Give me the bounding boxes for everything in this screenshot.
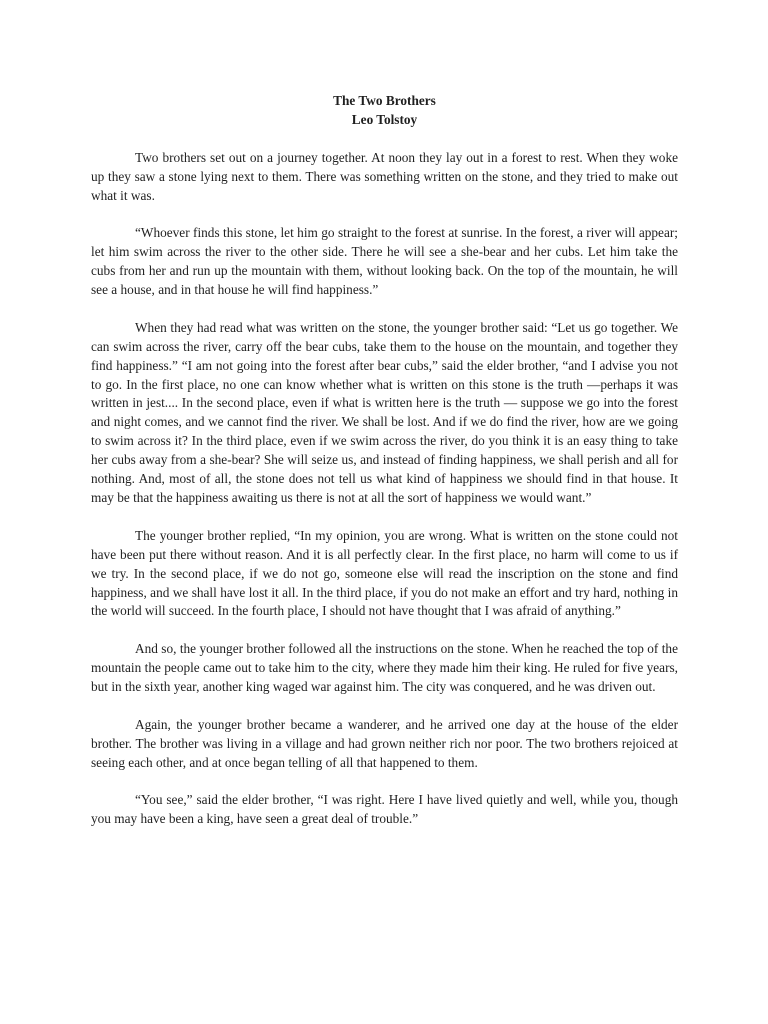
- paragraph-6: Again, the younger brother became a wanderer, and he arrived one day at the house of the elder brother. The brother was living in a village and had grown neither rich nor poor. The two brothers rejoiced at seeing each other, and at once began telling of all that happened to them.: [91, 716, 678, 770]
- paragraph-1: Two brothers set out on a journey together. At noon they lay out in a forest to rest. When they woke up they saw a stone lying next to them. There was something written on the stone, and they tried to make out what it was.: [91, 149, 678, 203]
- paragraph-3: When they had read what was written on the stone, the younger brother said: “Let us go together. We can swim across the river, carry off the bear cubs, take them to the house on the mountain, and together they find happiness.” “I am not going into the forest after bear cubs,” said the elder brother, “and I advise you not to go. In the first place, no one can know whether what is written on this stone is the truth —perhaps it was written in jest.... In the second place, even if what is written here is the truth — suppose we go into the forest and night comes, and we cannot find the river. We shall be lost. And if we do find the river, how are we going to swim across it? In the third place, even if we swim across the river, do you think it is an easy thing to take her cubs away from a she-bear? She will seize us, and instead of finding happiness, we shall perish and all for nothing. And, most of all, the stone does not tell us what kind of happiness we should find in that house. It may be that the happiness awaiting us there is not at all the sort of happiness we would want.”: [91, 319, 678, 505]
- document-page: [91, 92, 678, 829]
- document-title: The Two Brothers: [333, 93, 436, 108]
- paragraph-7: “You see,” said the elder brother, “I was right. Here I have lived quietly and well, while you, though you may have been a king, have seen a great deal of trouble.”: [91, 792, 678, 827]
- paragraph-2: “Whoever finds this stone, let him go straight to the forest at sunrise. In the forest, a river will appear; let him swim across the river to the other side. There he will see a she-bear and her cubs. Let him take the cubs from her and run up the mountain with them, without looking back. On the top of the mountain, he will see a house, and in that house he will find happiness.”: [91, 225, 678, 298]
- document-author: Leo Tolstoy: [351, 111, 418, 127]
- paragraph-5: And so, the younger brother followed all the instructions on the stone. When he reached the top of the mountain the people came out to take him to the city, where they made him their king. He ruled for five years, but in the sixth year, another king waged war against him. The city was conquered, and he was driven out.: [91, 641, 678, 695]
- paragraph-4: The younger brother replied, “In my opinion, you are wrong. What is written on the stone could not have been put there without reason. And it is all perfectly clear. In the first place, no harm will come to us if we try. In the second place, if we do not go, someone else will read the inscription on the stone and find happiness, and we shall have lost it all. In the third place, if you do not make an effort and try hard, nothing in the world will succeed. In the fourth place, I should not have thought that I was afraid of anything.”: [91, 527, 678, 619]
